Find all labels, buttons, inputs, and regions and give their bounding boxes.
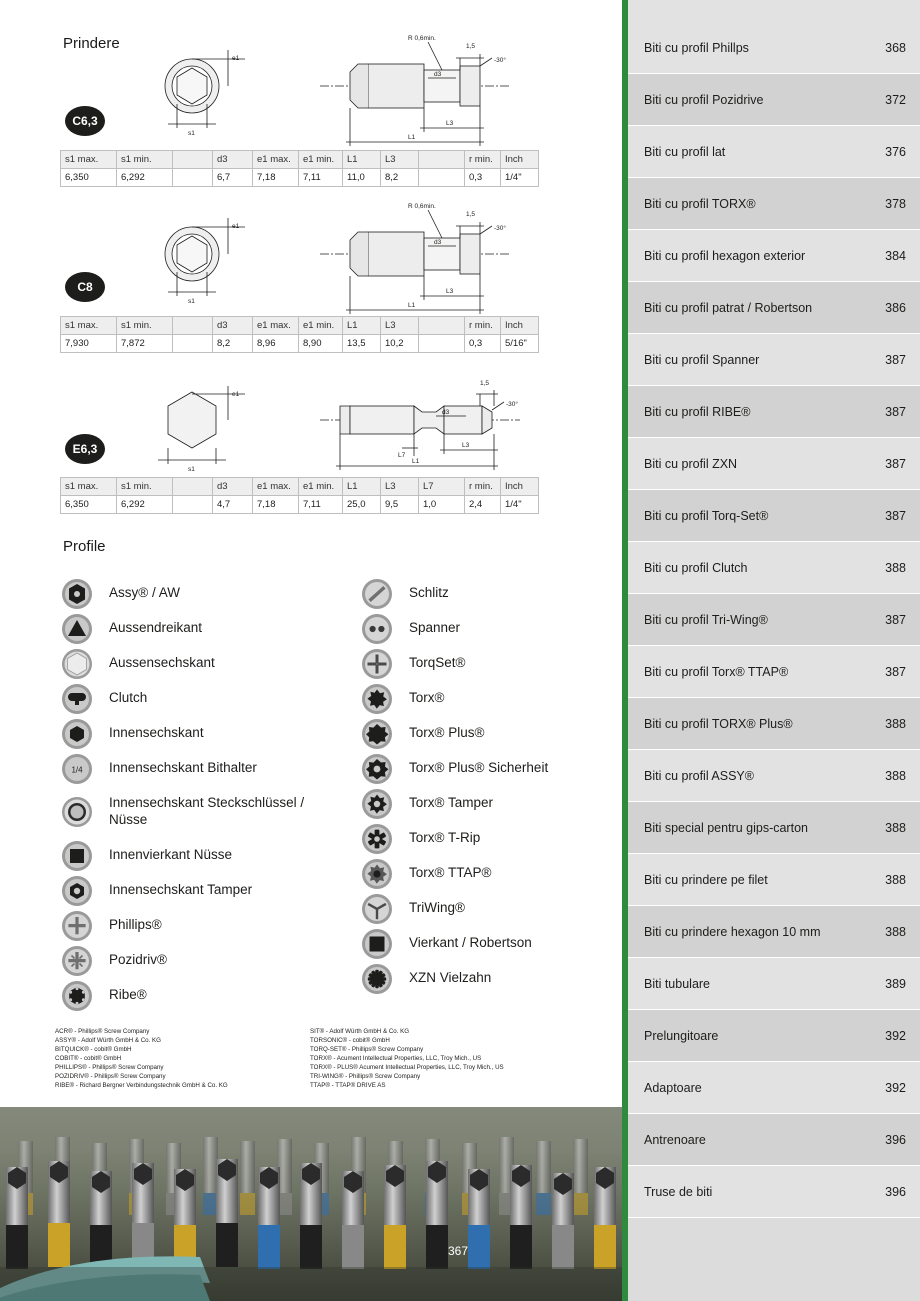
svg-text:d3: d3 <box>442 409 450 416</box>
profile-item-torqset <box>361 646 611 681</box>
toc-item-tubulare[interactable] <box>628 958 920 1010</box>
svg-text:e1: e1 <box>232 391 240 398</box>
table-row: 6,350 6,292 6,7 7,18 7,11 11,0 8,2 0,3 1/4" <box>61 169 539 187</box>
toc-label: Biti cu profil Torx® TTAP® <box>644 664 789 679</box>
toc-label: Biti cu prindere pe filet <box>644 872 768 887</box>
svg-text:1,5: 1,5 <box>466 211 476 218</box>
toc-label: Biti cu profil Tri-Wing® <box>644 612 768 627</box>
xzn-vielzahn-icon <box>361 963 393 995</box>
svg-text:L1: L1 <box>408 302 416 309</box>
svg-text:L3: L3 <box>446 120 454 127</box>
profile-label: Torx® Plus® Sicherheit <box>409 760 549 776</box>
torx-tamper-icon <box>361 788 393 820</box>
profile-label: Schlitz <box>409 585 449 601</box>
toc-label: Biti tubulare <box>644 976 711 991</box>
toc-item-adaptoare[interactable] <box>628 1062 920 1114</box>
toc-item-truse-de-biti[interactable] <box>628 1166 920 1218</box>
trademark-line: RIBE® - Richard Bergner Verbindungstechnik GmbH & Co. KG <box>55 1081 228 1089</box>
ribe-icon <box>61 980 93 1012</box>
table-row: 6,350 6,292 4,7 7,18 7,11 25,0 9,5 1,0 2,4 1/4" <box>61 496 539 514</box>
toc-label: Biti cu prindere hexagon 10 mm <box>644 924 821 939</box>
profile-label: Innensechskant Steckschlüssel / Nüsse <box>109 795 305 827</box>
profile-label: Innenvierkant Nüsse <box>109 847 233 863</box>
toc-page: 388 <box>885 716 906 731</box>
toc-label: Biti cu profil Torq-Set® <box>644 508 769 523</box>
svg-text:L3: L3 <box>462 442 470 449</box>
toc-page: 396 <box>885 1132 906 1147</box>
clutch-icon <box>61 683 93 715</box>
toc-item-pozidrive[interactable] <box>628 74 920 126</box>
trademark-line: COBIT® - cobit® GmbH <box>55 1054 122 1062</box>
toc-page: 389 <box>885 976 906 991</box>
profile-item-torx <box>361 681 611 716</box>
svg-text:s1: s1 <box>188 466 195 473</box>
trademark-line: TORX® - Acument Intellectual Properties, LLC, Troy Mich., US <box>310 1054 482 1062</box>
trademark-notes-left <box>55 1028 315 1091</box>
profile-item-aussensechskant <box>61 646 311 681</box>
trademark-line: TTAP® - TTAP® DRIVE AS <box>310 1081 386 1089</box>
svg-text:-30°: -30° <box>494 57 506 64</box>
aussensechskant-icon <box>61 648 93 680</box>
svg-text:e1: e1 <box>232 223 240 230</box>
toc-page: 368 <box>885 40 906 55</box>
profile-item-torx-trip <box>361 821 611 856</box>
trademark-notes-right <box>310 1028 590 1091</box>
toc-label: Adaptoare <box>644 1080 702 1095</box>
toc-page: 387 <box>885 352 906 367</box>
svg-text:-30°: -30° <box>494 225 506 232</box>
profile-item-torx-plus-sicherheit <box>361 751 611 786</box>
toc-item-zxn[interactable] <box>628 438 920 490</box>
drawing-c63 <box>150 28 570 148</box>
table-header-row: s1 max. s1 min. d3 e1 max. e1 min. L1 L3 r min. Inch <box>61 317 539 335</box>
toc-label: Biti cu profil TORX® <box>644 196 756 211</box>
assy-aw-icon <box>61 578 93 610</box>
badge-e63: E6,3 <box>65 434 105 464</box>
svg-text:d3: d3 <box>434 239 442 246</box>
toc-item-prindere-filet[interactable] <box>628 854 920 906</box>
toc-item-torx-ttap[interactable] <box>628 646 920 698</box>
toc-label: Biti cu profil hexagon exterior <box>644 248 806 263</box>
toc-page: 396 <box>885 1184 906 1199</box>
toc-item-torq-set[interactable] <box>628 490 920 542</box>
profile-item-aussendreikant <box>61 611 311 646</box>
profile-label: Torx® Tamper <box>409 795 493 811</box>
profile-item-ribe <box>61 978 311 1013</box>
svg-text:1,5: 1,5 <box>480 380 490 387</box>
profile-label: Innensechskant Bithalter <box>109 760 257 776</box>
innensechskant-steckschluessel-icon <box>61 796 93 828</box>
innensechskant-tamper-icon <box>61 875 93 907</box>
toc-item-prelungitoare[interactable] <box>628 1010 920 1062</box>
trademark-line: ACR® - Phillips® Screw Company <box>55 1028 150 1035</box>
profile-item-innensechskant-steckschluessel <box>61 786 311 838</box>
toc-page: 378 <box>885 196 906 211</box>
toc-item-phillips[interactable] <box>628 22 920 74</box>
torx-plus-icon <box>361 718 393 750</box>
profile-label: Aussendreikant <box>109 620 203 636</box>
profile-label: Ribe® <box>109 987 147 1003</box>
profile-label: Vierkant / Robertson <box>409 935 532 951</box>
badge-c63: C6,3 <box>65 106 105 136</box>
toc-page: 387 <box>885 456 906 471</box>
profile-item-torx-tamper <box>361 786 611 821</box>
profile-item-innenvierkant <box>61 838 311 873</box>
toc-page: 387 <box>885 508 906 523</box>
toc-item-hexagon-exterior[interactable] <box>628 230 920 282</box>
svg-text:e1: e1 <box>232 55 240 62</box>
profile-label: Pozidriv® <box>109 952 167 968</box>
toc-page: 392 <box>885 1080 906 1095</box>
toc-label: Biti cu profil patrat / Robertson <box>644 300 813 315</box>
svg-text:1/4: 1/4 <box>71 765 83 774</box>
profile-item-spanner <box>361 611 611 646</box>
toc-page: 384 <box>885 248 906 263</box>
drawing-e63 <box>150 360 570 478</box>
trademark-line: SIT® - Adolf Würth GmbH & Co. KG <box>310 1028 410 1035</box>
toc-label: Biti cu profil Pozidrive <box>644 92 764 107</box>
svg-text:L1: L1 <box>412 458 420 465</box>
profile-list-left <box>61 576 311 1013</box>
page-title-prindere: Prindere <box>63 35 120 52</box>
toc-label: Antrenoare <box>644 1132 706 1147</box>
drawing-c8 <box>150 196 570 316</box>
toc-label: Biti special pentru gips-carton <box>644 820 808 835</box>
toc-page: 388 <box>885 768 906 783</box>
innensechskant-icon <box>61 718 93 750</box>
toc-label: Biti cu profil lat <box>644 144 726 159</box>
toc-page: 387 <box>885 612 906 627</box>
toc-list <box>628 0 920 1218</box>
toc-page: 387 <box>885 404 906 419</box>
profile-item-assy-aw <box>61 576 311 611</box>
toc-page: 388 <box>885 872 906 887</box>
trademark-line: TORSONIC® - cobit® GmbH <box>310 1036 390 1044</box>
torx-ttap-icon <box>361 858 393 890</box>
toc-label: Biti cu profil RIBE® <box>644 404 751 419</box>
toc-item-lat[interactable] <box>628 126 920 178</box>
torx-plus-sicherheit-icon <box>361 753 393 785</box>
table-of-contents <box>622 0 920 1301</box>
svg-text:R 0,6min.: R 0,6min. <box>408 203 436 210</box>
toc-item-torx[interactable] <box>628 178 920 230</box>
toc-page: 392 <box>885 1028 906 1043</box>
toc-item-patrat-robertson[interactable] <box>628 282 920 334</box>
spec-table-c63 <box>60 150 539 187</box>
toc-page: 376 <box>885 144 906 159</box>
trademark-line: BITQUICK® - cobit® GmbH <box>55 1045 132 1053</box>
spec-table-c8 <box>60 316 539 353</box>
profile-label: Phillips® <box>109 917 162 933</box>
aussendreikant-icon <box>61 613 93 645</box>
profile-label: XZN Vielzahn <box>409 970 492 986</box>
toc-label: Biti cu profil Phillps <box>644 40 749 55</box>
toc-label: Biti cu profil Spanner <box>644 352 760 367</box>
svg-text:L7: L7 <box>398 452 406 459</box>
profile-label: Torx® <box>409 690 445 706</box>
product-photo-bits <box>0 1107 622 1301</box>
profile-item-innensechskant-bithalter <box>61 751 311 786</box>
toc-page: 388 <box>885 560 906 575</box>
svg-text:L1: L1 <box>408 134 416 141</box>
table-row: 7,930 7,872 8,2 8,96 8,90 13,5 10,2 0,3 5/16" <box>61 335 539 353</box>
svg-text:-30°: -30° <box>506 401 518 408</box>
profile-list-right <box>361 576 611 996</box>
profile-item-torx-plus <box>361 716 611 751</box>
vierkant-robertson-icon <box>361 928 393 960</box>
profile-label: Torx® T-Rip <box>409 830 481 846</box>
profile-label: Aussensechskant <box>109 655 215 671</box>
triwing-icon <box>361 893 393 925</box>
toc-page: 388 <box>885 820 906 835</box>
trademark-line: TORQ-SET® - Phillips® Screw Company <box>310 1045 424 1053</box>
toc-item-torx-plus[interactable] <box>628 698 920 750</box>
schlitz-icon <box>361 578 393 610</box>
spec-table-e63 <box>60 477 539 514</box>
profile-item-triwing <box>361 891 611 926</box>
svg-text:s1: s1 <box>188 130 195 137</box>
svg-text:s1: s1 <box>188 298 195 305</box>
profile-item-vierkant-robertson <box>361 926 611 961</box>
spanner-icon <box>361 613 393 645</box>
table-header-row: s1 max. s1 min. d3 e1 max. e1 min. L1 L3 L7 r min. Inch <box>61 478 539 496</box>
toc-item-tri-wing[interactable] <box>628 594 920 646</box>
torqset-icon <box>361 648 393 680</box>
profile-item-torx-ttap <box>361 856 611 891</box>
torx-icon <box>361 683 393 715</box>
toc-item-clutch[interactable] <box>628 542 920 594</box>
profile-label: Innensechskant Tamper <box>109 882 253 898</box>
trademark-line: TRI-WING® - Phillips® Screw Company <box>310 1072 421 1080</box>
innenvierkant-icon <box>61 840 93 872</box>
svg-text:R 0,6min.: R 0,6min. <box>408 35 436 42</box>
profile-label: Spanner <box>409 620 461 636</box>
toc-item-assy[interactable] <box>628 750 920 802</box>
toc-label: Biti cu profil TORX® Plus® <box>644 716 793 731</box>
page-title-profile: Profile <box>63 538 106 555</box>
toc-item-spacer-top <box>628 0 920 22</box>
toc-label: Biti cu profil ASSY® <box>644 768 754 783</box>
toc-item-gips-carton[interactable] <box>628 802 920 854</box>
badge-c8: C8 <box>65 272 105 302</box>
toc-label: Truse de biti <box>644 1184 713 1199</box>
table-header-row: s1 max. s1 min. d3 e1 max. e1 min. L1 L3 r min. Inch <box>61 151 539 169</box>
trademark-line: POZIDRIV® - Phillips® Screw Company <box>55 1072 166 1080</box>
toc-label: Biti cu profil Clutch <box>644 560 748 575</box>
profile-item-innensechskant-tamper <box>61 873 311 908</box>
toc-item-ribe[interactable] <box>628 386 920 438</box>
profile-item-pozidriv <box>61 943 311 978</box>
profile-label: Innensechskant <box>109 725 204 741</box>
torx-trip-icon <box>361 823 393 855</box>
toc-item-antrenoare[interactable] <box>628 1114 920 1166</box>
pozidriv-icon <box>61 945 93 977</box>
trademark-line: PHILLIPS® - Phillips® Screw Company <box>55 1063 164 1071</box>
svg-text:1,5: 1,5 <box>466 43 476 50</box>
profile-item-xzn-vielzahn <box>361 961 611 996</box>
profile-label: Torx® TTAP® <box>409 865 492 881</box>
profile-item-clutch <box>61 681 311 716</box>
profile-label: TriWing® <box>409 900 465 916</box>
innensechskant-bithalter-icon <box>61 753 93 785</box>
profile-item-innensechskant <box>61 716 311 751</box>
svg-text:d3: d3 <box>434 71 442 78</box>
profile-item-schlitz <box>361 576 611 611</box>
trademark-line: TORX® - PLUS® Acument Intellectual Properties, LLC, Troy Mich., US <box>310 1063 504 1071</box>
page-number: 367 <box>448 1244 469 1258</box>
profile-label: Assy® / AW <box>109 585 180 601</box>
toc-page: 387 <box>885 664 906 679</box>
profile-label: Clutch <box>109 690 148 706</box>
toc-item-spanner[interactable] <box>628 334 920 386</box>
profile-label: TorqSet® <box>409 655 466 671</box>
toc-item-hexagon-10mm[interactable] <box>628 906 920 958</box>
toc-page: 388 <box>885 924 906 939</box>
profile-label: Torx® Plus® <box>409 725 485 741</box>
toc-page: 372 <box>885 92 906 107</box>
trademark-line: ASSY® - Adolf Würth GmbH & Co. KG <box>55 1036 161 1044</box>
svg-text:L3: L3 <box>446 288 454 295</box>
toc-label: Prelungitoare <box>644 1028 719 1043</box>
toc-page: 386 <box>885 300 906 315</box>
toc-label: Biti cu profil ZXN <box>644 456 738 471</box>
profile-item-phillips <box>61 908 311 943</box>
phillips-icon <box>61 910 93 942</box>
